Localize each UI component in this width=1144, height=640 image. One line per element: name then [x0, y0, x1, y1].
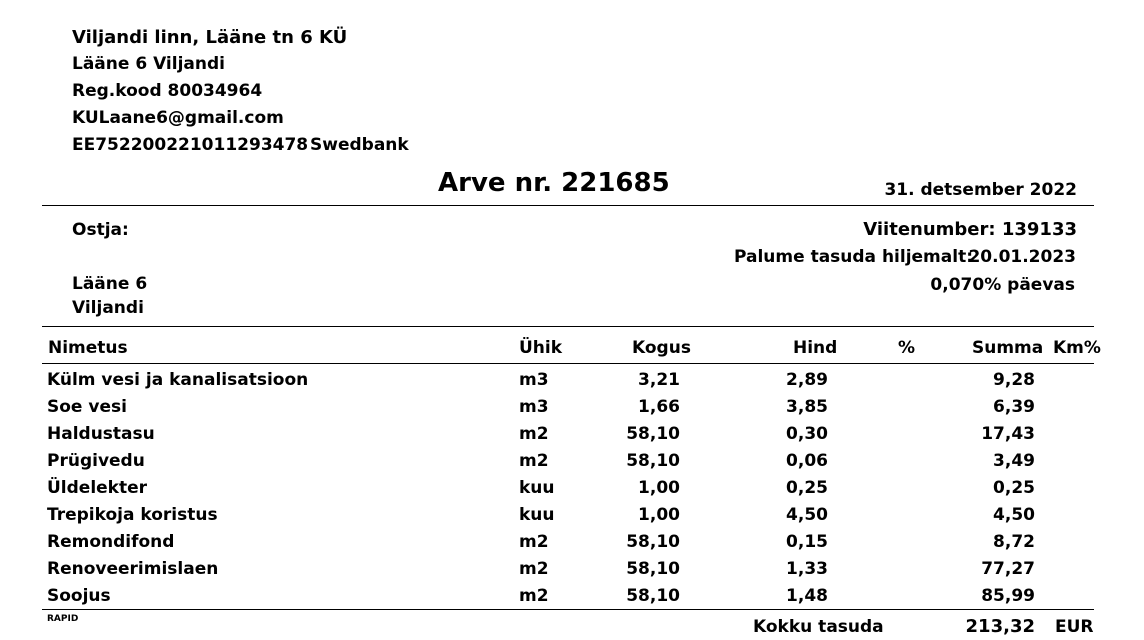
- row-unit: kuu: [519, 478, 555, 498]
- col-header-unit: Ühik: [519, 338, 563, 358]
- total-value: 213,32: [965, 616, 1035, 637]
- total-label: Kokku tasuda: [753, 617, 884, 637]
- software-label: RAPID: [47, 614, 79, 624]
- row-unit: m2: [519, 586, 549, 606]
- row-qty: 1,00: [638, 505, 680, 525]
- col-header-name: Nimetus: [48, 338, 128, 358]
- row-price: 3,85: [786, 397, 828, 417]
- row-name: Külm vesi ja kanalisatsioon: [47, 370, 309, 390]
- row-sum: 0,25: [993, 478, 1035, 498]
- row-name: Renoveerimislaen: [47, 559, 219, 579]
- row-qty: 58,10: [626, 586, 680, 606]
- row-unit: m2: [519, 451, 549, 471]
- issuer-iban: EE752200221011293478: [72, 135, 309, 155]
- row-sum: 77,27: [981, 559, 1035, 579]
- col-header-price: Hind: [793, 338, 838, 358]
- row-price: 0,25: [786, 478, 828, 498]
- divider-top: [42, 205, 1094, 206]
- row-price: 0,06: [786, 451, 828, 471]
- row-price: 1,48: [786, 586, 828, 606]
- row-name: Haldustasu: [47, 424, 155, 444]
- row-sum: 17,43: [981, 424, 1035, 444]
- row-sum: 4,50: [993, 505, 1035, 525]
- row-qty: 58,10: [626, 532, 680, 552]
- issuer-address: Lääne 6 Viljandi: [72, 54, 225, 74]
- row-unit: m2: [519, 559, 549, 579]
- issuer-email: KULaane6@gmail.com: [72, 108, 284, 128]
- row-qty: 58,10: [626, 424, 680, 444]
- issuer-name: Viljandi linn, Lääne tn 6 KÜ: [72, 27, 348, 48]
- divider-table-top: [42, 326, 1094, 327]
- row-unit: kuu: [519, 505, 555, 525]
- row-name: Remondifond: [47, 532, 175, 552]
- reference-number: Viitenumber: 139133: [863, 219, 1077, 240]
- col-header-vat: Km%: [1053, 338, 1101, 358]
- row-qty: 58,10: [626, 559, 680, 579]
- row-price: 2,89: [786, 370, 828, 390]
- row-qty: 1,66: [638, 397, 680, 417]
- row-name: Soe vesi: [47, 397, 127, 417]
- row-sum: 6,39: [993, 397, 1035, 417]
- row-sum: 3,49: [993, 451, 1035, 471]
- buyer-street: Lääne 6: [72, 274, 148, 294]
- due-date: 20.01.2023: [968, 247, 1076, 267]
- row-name: Trepikoja koristus: [47, 505, 218, 525]
- issuer-bank: Swedbank: [310, 135, 409, 155]
- invoice-title: Arve nr. 221685: [438, 168, 670, 198]
- row-price: 0,30: [786, 424, 828, 444]
- row-price: 4,50: [786, 505, 828, 525]
- row-unit: m3: [519, 397, 549, 417]
- row-name: Prügivedu: [47, 451, 145, 471]
- row-qty: 58,10: [626, 451, 680, 471]
- due-label: Palume tasuda hiljemalt:: [734, 247, 973, 267]
- buyer-label: Ostja:: [72, 220, 129, 240]
- total-currency: EUR: [1055, 617, 1094, 637]
- row-name: Soojus: [47, 586, 111, 606]
- row-unit: m3: [519, 370, 549, 390]
- row-sum: 8,72: [993, 532, 1035, 552]
- divider-header: [42, 363, 1094, 364]
- col-header-qty: Kogus: [632, 338, 691, 358]
- issuer-reg-code: Reg.kood 80034964: [72, 81, 263, 101]
- row-unit: m2: [519, 532, 549, 552]
- col-header-percent: %: [898, 338, 916, 358]
- row-qty: 3,21: [638, 370, 680, 390]
- row-sum: 85,99: [981, 586, 1035, 606]
- invoice-date: 31. detsember 2022: [884, 180, 1077, 200]
- row-qty: 1,00: [638, 478, 680, 498]
- penalty-rate: 0,070% päevas: [930, 275, 1075, 295]
- row-price: 0,15: [786, 532, 828, 552]
- row-sum: 9,28: [993, 370, 1035, 390]
- divider-bottom: [42, 609, 1094, 610]
- buyer-city: Viljandi: [72, 298, 144, 318]
- col-header-sum: Summa: [972, 338, 1044, 358]
- row-name: Üldelekter: [47, 478, 148, 498]
- row-unit: m2: [519, 424, 549, 444]
- row-price: 1,33: [786, 559, 828, 579]
